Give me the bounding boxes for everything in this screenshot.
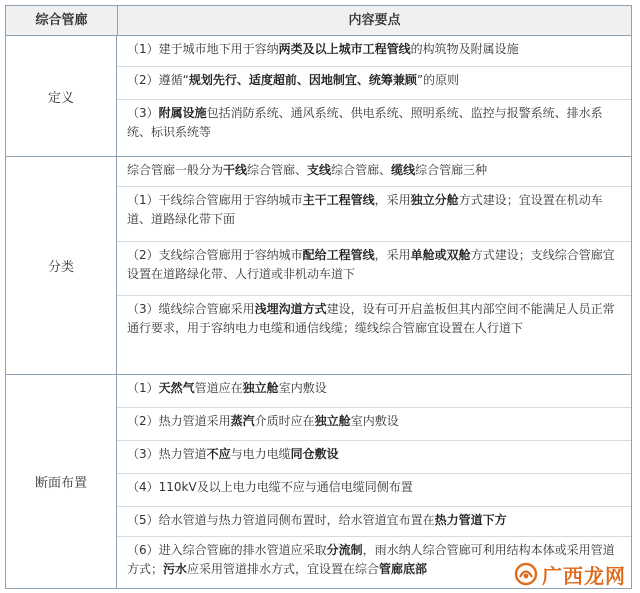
table-row <box>117 100 631 157</box>
table-row <box>117 157 631 187</box>
row-text: （2）热力管道采用 <box>127 414 231 428</box>
watermark-text: 广西龙网 <box>542 563 626 588</box>
emphasis-text: 天然气 <box>158 381 195 395</box>
emphasis-text: 独立舱 <box>242 381 279 395</box>
table-row <box>117 507 631 537</box>
group-classification <box>117 157 631 375</box>
table-row <box>117 375 631 408</box>
row-text: 建设，设有可开启盖板但其内部空间不能满足人员正常通行要求，用于容纳电力电缆和通信线缆；缆线综合管廊宜设置在人行道下 <box>127 302 615 335</box>
table-row <box>117 242 631 296</box>
row-text: 的构筑物及附属设施 <box>410 42 519 56</box>
table-header <box>6 6 631 36</box>
emphasis-text: 管廊底部 <box>379 562 428 576</box>
content-table <box>5 5 632 589</box>
group-section-layout <box>117 375 631 588</box>
emphasis-text: 浅埋沟道方式 <box>254 302 327 316</box>
row-text: 综合管廊、 <box>331 163 392 177</box>
watermark <box>514 561 626 587</box>
row-text: ，采用 <box>374 248 411 262</box>
row-text: （6）进入综合管廊的排水管道应采取 <box>127 543 327 557</box>
row-text: 室内敷设 <box>278 381 327 395</box>
emphasis-text: 热力管道下方 <box>434 513 507 527</box>
row-text: 方式建设；宜设置在机动车道、道路绿化带下面 <box>127 193 603 226</box>
emphasis-text: 独立分舱 <box>410 193 459 207</box>
row-text: （3）缆线综合管廊采用 <box>127 302 255 316</box>
row-text: （5）给水管道与热力管道同侧布置时，给水管道宜布置在 <box>127 513 435 527</box>
emphasis-text: 不应 <box>206 447 231 461</box>
row-text: ，采用 <box>374 193 411 207</box>
row-text: （2）遵循“ <box>127 73 189 87</box>
row-text: 管道应在 <box>194 381 243 395</box>
watermark-logo-icon <box>514 562 538 586</box>
row-text: 综合管廊、 <box>247 163 308 177</box>
emphasis-text: 同仓敷设 <box>290 447 339 461</box>
table-row <box>117 441 631 474</box>
row-text: ”的原则 <box>416 73 460 87</box>
row-text: 与电力电缆 <box>230 447 291 461</box>
table-row <box>117 296 631 375</box>
emphasis-text: 支线 <box>307 163 332 177</box>
group-definition <box>117 36 631 157</box>
table-row <box>117 474 631 507</box>
row-text: ，雨水纳人综合管廊可利用结构本体或采用管道方式； <box>127 543 615 576</box>
row-text: 介质时应在 <box>254 414 315 428</box>
category-section-layout <box>6 375 117 588</box>
row-text: （4）110kV及以上电力电缆不应与通信电缆同侧布置 <box>127 480 413 494</box>
row-text: 包括消防系统、通风系统、供电系统、照明系统、监控与报警系统、排水系统、标识系统等 <box>127 106 603 139</box>
row-text: （3）热力管道 <box>127 447 207 461</box>
header-col-content: 内容要点 <box>348 13 401 28</box>
row-text: （1）建于城市地下用于容纳 <box>127 42 279 56</box>
emphasis-text: 分流制 <box>326 543 363 557</box>
emphasis-text: 蒸汽 <box>230 414 255 428</box>
emphasis-text: 单舱或双舱 <box>410 248 471 262</box>
row-text: （1） <box>127 381 159 395</box>
table-row <box>117 408 631 441</box>
emphasis-text: 独立舱 <box>314 414 351 428</box>
row-text: 方式建设；支线综合管廊宜设置在道路绿化带、人行道或非机动车道下 <box>127 248 615 281</box>
header-col-category: 综合管廊 <box>6 6 118 35</box>
category-label: 定义 <box>47 90 74 106</box>
row-text: （2）支线综合管廊用于容纳城市 <box>127 248 303 262</box>
emphasis-text: 污水 <box>163 562 188 576</box>
row-text: （3） <box>127 106 159 120</box>
row-text: 综合管廊三种 <box>415 163 488 177</box>
emphasis-text: 附属设施 <box>158 106 207 120</box>
table-row <box>117 36 631 67</box>
table-row <box>117 67 631 100</box>
row-text: 室内敷设 <box>350 414 399 428</box>
row-text: 应采用管道排水方式，宜设置在综合 <box>187 562 380 576</box>
emphasis-text: 规划先行、适度超前、因地制宜、统筹兼顾 <box>188 73 417 87</box>
category-label: 分类 <box>47 260 74 275</box>
table-row <box>117 187 631 242</box>
emphasis-text: 干线 <box>223 163 248 177</box>
emphasis-text: 配给工程管线 <box>302 248 375 262</box>
row-text: （1）干线综合管廊用于容纳城市 <box>127 193 303 207</box>
category-label: 断面布置 <box>34 476 87 491</box>
emphasis-text: 主干工程管线 <box>302 193 375 207</box>
category-definition <box>6 36 117 157</box>
emphasis-text: 缆线 <box>391 163 416 177</box>
row-text: 综合管廊一般分为 <box>127 163 224 177</box>
category-classification <box>6 157 117 375</box>
emphasis-text: 两类及以上城市工程管线 <box>278 42 411 56</box>
